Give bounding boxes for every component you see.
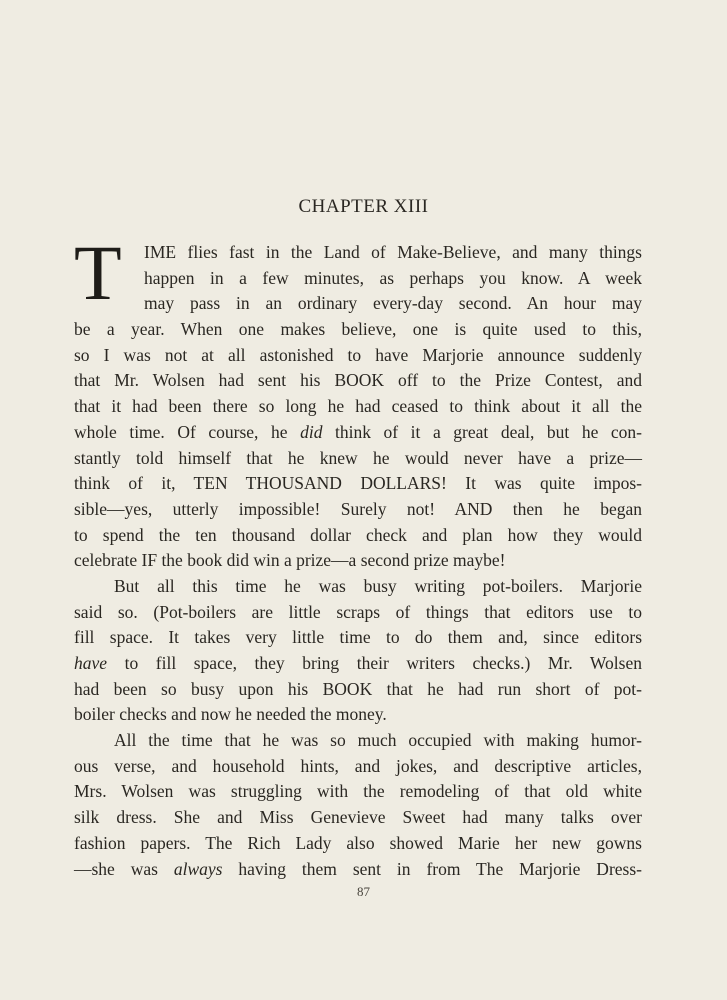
text-line: be a year. When one makes believe, one is quite used to this, xyxy=(74,319,642,340)
text-line: had been so busy upon his BOOK that he had run short of pot- xyxy=(74,678,642,699)
body-text xyxy=(74,229,642,882)
text-line: said so. (Pot-boilers are little scraps of things that editors use to xyxy=(74,601,642,622)
text-line: sible—yes, utterly impossible! Surely not! AND then he began xyxy=(74,498,642,519)
text-line: silk dress. She and Miss Genevieve Sweet had many talks over xyxy=(74,807,642,828)
text-line xyxy=(74,420,642,446)
text-line: happen in a few minutes, as perhaps you know. A week xyxy=(144,267,642,288)
text-line: fashion papers. The Rich Lady also showed Marie her new gowns xyxy=(74,832,642,853)
text-line: may pass in an ordinary every-day second. An hour may xyxy=(144,293,642,314)
text-fragment: think of it a great deal, but he con- xyxy=(322,421,642,442)
text-line xyxy=(74,651,642,677)
text-line: Mrs. Wolsen was struggling with the remodeling of that old white xyxy=(74,781,642,802)
text-line: stantly told himself that he knew he would never have a prize— xyxy=(74,447,642,468)
italic-word: always xyxy=(173,858,223,879)
text-line: that Mr. Wolsen had sent his BOOK off to the Prize Contest, and xyxy=(74,370,642,391)
text-line: boiler checks and now he needed the money. xyxy=(74,704,387,725)
text-line: so I was not at all astonished to have Marjorie announce suddenly xyxy=(74,344,642,365)
text-line xyxy=(74,857,642,883)
text-line: ous verse, and household hints, and jokes, and descriptive articles, xyxy=(74,755,642,776)
drop-cap-letter: T xyxy=(74,229,122,316)
text-line: think of it, TEN THOUSAND DOLLARS! It was quite impos- xyxy=(74,473,642,494)
text-fragment: to fill space, they bring their writers checks.) Mr. Wolsen xyxy=(107,653,642,673)
italic-word: have xyxy=(74,653,108,673)
chapter-title: CHAPTER XIII xyxy=(298,196,429,217)
text-line: But all this time he was busy writing pot-boilers. Marjorie xyxy=(114,575,642,596)
text-fragment: whole time. Of course, he xyxy=(74,421,301,442)
text-line: that it had been there so long he had ceased to think about it all the xyxy=(74,396,642,417)
text-line: IME flies fast in the Land of Make-Believe, and many things xyxy=(144,242,642,262)
text-line: All the time that he was so much occupied with making humor- xyxy=(114,730,642,751)
text-fragment: —she was xyxy=(74,858,174,879)
page-number: 87 xyxy=(357,884,370,899)
text-line: to spend the ten thousand dollar check and plan how they would xyxy=(74,524,642,545)
text-fragment: having them sent in from The Marjorie Dress- xyxy=(222,858,642,879)
text-line: fill space. It takes very little time to do them and, since editors xyxy=(74,627,642,648)
text-line: celebrate IF the book did win a prize—a second prize maybe! xyxy=(74,550,506,571)
italic-word: did xyxy=(300,421,323,442)
